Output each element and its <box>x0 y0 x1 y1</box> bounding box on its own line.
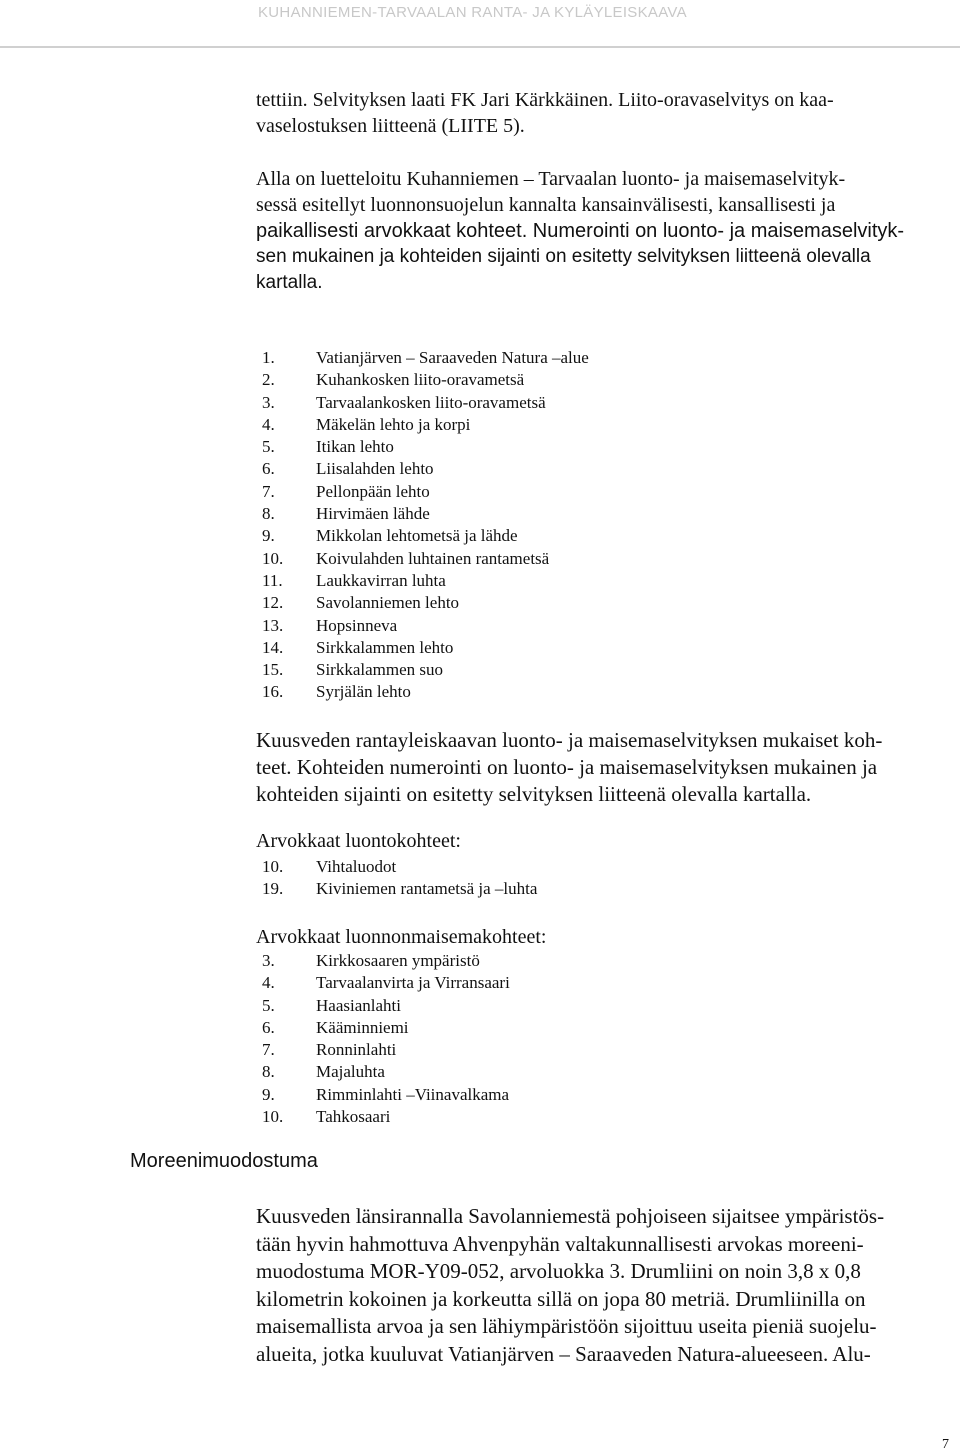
list-item-name: Mikkolan lehtometsä ja lähde <box>316 526 518 546</box>
intro-line: vaselostuksen liitteenä (LIITE 5). <box>256 115 525 137</box>
list-item <box>262 856 537 878</box>
list-item <box>262 1061 510 1083</box>
moraine-paragraph <box>256 1203 956 1369</box>
list-item-number: 15. <box>262 660 284 680</box>
list-item <box>262 1017 510 1039</box>
list-item <box>262 1039 510 1061</box>
intro-paragraph-1 <box>256 87 956 139</box>
list-item-name: Majaluhta <box>316 1062 385 1082</box>
list-item-name: Kirkkosaaren ympäristö <box>316 951 480 970</box>
list-item <box>262 548 589 570</box>
list-item-name: Ronninlahti <box>316 1040 397 1060</box>
list-item-name: Sirkkalammen lehto <box>316 637 454 657</box>
list-item-number: 19. <box>262 879 284 899</box>
list-item <box>262 525 589 547</box>
paragraph-line: kohteiden sijainti on esitetty selvityksen liitteenä olevalla kartalla. <box>256 782 812 806</box>
list-item-name: Kuhankosken liito-oravametsä <box>316 370 525 390</box>
paragraph-line: tään hyvin hahmottuva Ahvenpyhän valtakunnallisesti arvokas moreeni- <box>256 1231 864 1256</box>
intro-text: Numerointi on luonto- ja maisemaselvityk- <box>527 220 905 242</box>
paragraph-line: Kuusveden länsirannalla Savolanniemestä pohjoiseen sijaitsee ympäristös- <box>256 1204 885 1228</box>
intro-line: Alla on luetteloitu Kuhanniemen – Tarvaalan luonto- ja maisemaselvityk- <box>256 168 846 190</box>
list-item-number: 7. <box>262 1040 275 1060</box>
list-item <box>262 878 537 900</box>
intro-line: kartalla. <box>256 272 323 293</box>
list-item-name: Itikan lehto <box>316 437 394 457</box>
list-item-name: Rimminlahti –Viinavalkama <box>316 1084 510 1104</box>
list-item <box>262 659 589 681</box>
intro-paragraph-2 <box>256 166 956 296</box>
list-item <box>262 414 589 436</box>
intro-line: tettiin. Selvityksen laati FK Jari Kärkkäinen. Liito-oravaselvitys on kaa- <box>256 89 834 111</box>
list-item <box>262 481 589 503</box>
protected-sites-list <box>262 347 589 704</box>
list-item <box>262 972 510 994</box>
list-item-name: Laukkavirran luhta <box>316 570 446 590</box>
list-item <box>262 592 589 614</box>
list-item-name: Tarvaalanvirta ja Virransaari <box>316 973 510 993</box>
list-item-number: 8. <box>262 504 275 524</box>
paragraph-line: muodostuma MOR-Y09-052, arvoluokka 3. Drumliini on noin 3,8 x 0,8 <box>256 1259 861 1284</box>
list-item-number: 4. <box>262 414 275 434</box>
list-item <box>262 347 589 369</box>
list-item-name: Tahkosaari <box>316 1107 391 1127</box>
list-item-name: Hopsinneva <box>316 615 398 635</box>
list-item <box>262 637 589 659</box>
list-item-number: 4. <box>262 973 275 993</box>
list-item-number: 12. <box>262 593 284 613</box>
list-item-name: Kääminniemi <box>316 1017 409 1037</box>
list-item-name: Sirkkalammen suo <box>316 660 444 680</box>
intro-line-mixed <box>256 218 956 244</box>
list-item <box>262 1084 510 1106</box>
nature-sites-list <box>262 856 537 901</box>
list-item <box>262 995 510 1017</box>
header-divider <box>0 46 960 48</box>
list-item-number: 5. <box>262 437 275 457</box>
page-number: 7 <box>942 1437 949 1452</box>
list-item-number: 10. <box>262 548 284 568</box>
list-item-number: 13. <box>262 615 284 635</box>
intro-text: paikallisesti arvokkaat kohteet. <box>256 220 528 242</box>
list-item-number: 9. <box>262 1084 275 1104</box>
list-item-name: Kiviniemen rantametsä ja –luhta <box>316 879 538 899</box>
list-item <box>262 503 589 525</box>
paragraph-line: alueita, jotka kuuluvat Vatianjärven – Saraaveden Natura-alueeseen. Alu- <box>256 1341 871 1366</box>
list-item-number: 6. <box>262 1017 275 1037</box>
list-item-name: Tarvaalankosken liito-oravametsä <box>316 392 546 412</box>
list-item-number: 6. <box>262 459 275 479</box>
nature-sites-heading: Arvokkaat luontokohteet: <box>256 830 461 852</box>
page-header <box>0 0 960 48</box>
kuusvesi-paragraph <box>256 727 956 808</box>
list-item-number: 5. <box>262 995 275 1015</box>
section-heading: Moreenimuodostuma <box>130 1150 318 1172</box>
list-item-number: 11. <box>262 570 283 590</box>
list-item-name: Pellonpään lehto <box>316 481 430 501</box>
list-item <box>262 950 510 972</box>
document-title: KUHANNIEMEN-TARVAALAN RANTA- JA KYLÄYLEISKAAVA <box>258 4 687 21</box>
landscape-sites-list <box>262 950 510 1128</box>
list-item-name: Koivulahden luhtainen rantametsä <box>316 548 550 568</box>
list-item <box>262 570 589 592</box>
list-item-number: 9. <box>262 526 275 546</box>
list-item <box>262 1106 510 1128</box>
list-item-number: 16. <box>262 682 284 702</box>
intro-line: sessä esitellyt luonnonsuojelun kannalta kansainvälisesti, kansallisesti ja <box>256 194 836 216</box>
list-item-number: 2. <box>262 370 275 390</box>
list-item-name: Liisalahden lehto <box>316 459 434 479</box>
paragraph-line: teet. Kohteiden numerointi on luonto- ja maisemaselvityksen mukainen ja <box>256 755 878 779</box>
list-item <box>262 681 589 703</box>
landscape-sites-heading: Arvokkaat luonnonmaisemakohteet: <box>256 926 547 948</box>
intro-line: sen mukainen ja kohteiden sijainti on esitetty selvityksen liitteenä olevalla <box>256 246 871 267</box>
list-item <box>262 392 589 414</box>
list-item-name: Vihtaluodot <box>316 857 397 876</box>
list-item-number: 10. <box>262 857 284 876</box>
list-item-number: 3. <box>262 392 275 412</box>
list-item-number: 10. <box>262 1107 284 1127</box>
list-item-name: Syrjälän lehto <box>316 682 411 702</box>
list-item-number: 8. <box>262 1062 275 1082</box>
list-item-name: Savolanniemen lehto <box>316 593 460 613</box>
list-item <box>262 458 589 480</box>
paragraph-line: kilometrin kokoinen ja korkeutta sillä on jopa 80 metriä. Drumliinilla on <box>256 1286 866 1311</box>
list-item-name: Haasianlahti <box>316 995 401 1015</box>
list-item <box>262 436 589 458</box>
list-item-name: Mäkelän lehto ja korpi <box>316 414 471 434</box>
list-item-name: Vatianjärven – Saraaveden Natura –alue <box>316 348 589 367</box>
list-item <box>262 369 589 391</box>
list-item-number: 1. <box>262 348 275 367</box>
list-item-name: Hirvimäen lähde <box>316 504 430 524</box>
paragraph-line: maisemallista arvoa ja sen lähiympäristöön sijoittuu useita pieniä suojelu- <box>256 1314 877 1339</box>
list-item-number: 14. <box>262 637 284 657</box>
list-item-number: 7. <box>262 481 275 501</box>
list-item-number: 3. <box>262 951 275 970</box>
list-item <box>262 615 589 637</box>
paragraph-line: Kuusveden rantayleiskaavan luonto- ja maisemaselvityksen mukaiset koh- <box>256 728 883 752</box>
